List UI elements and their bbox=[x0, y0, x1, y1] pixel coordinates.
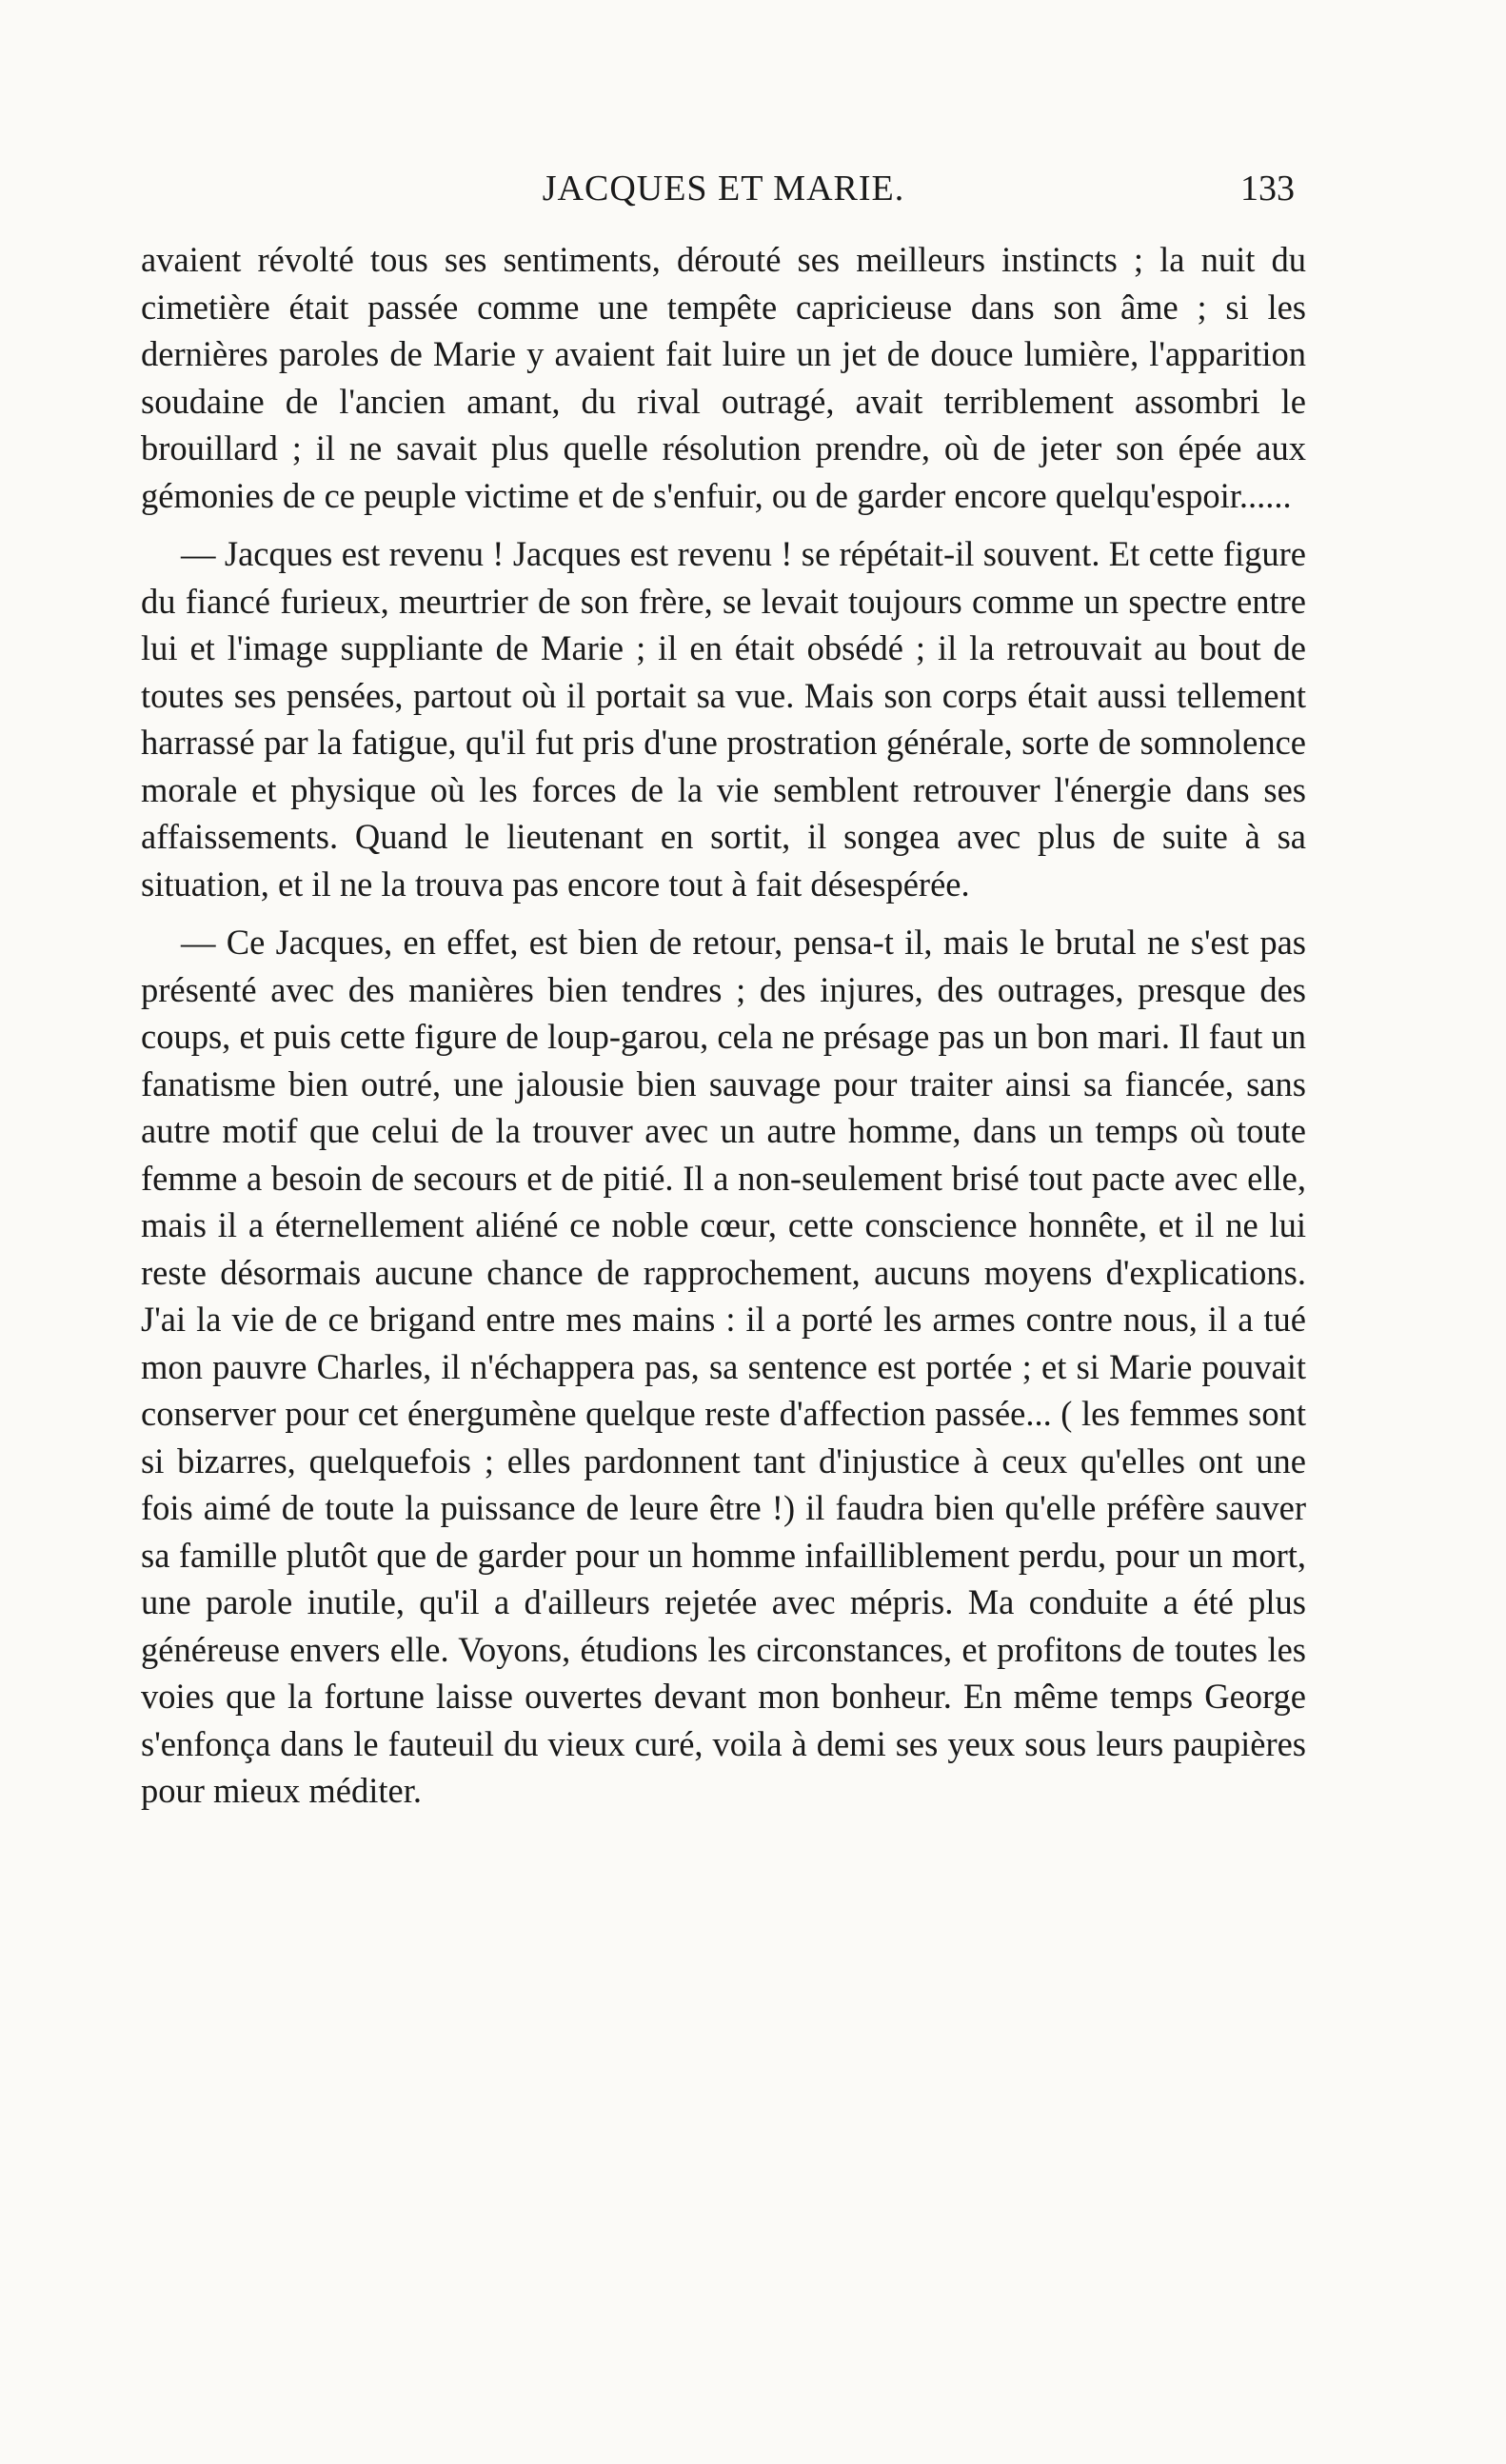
running-title: JACQUES ET MARIE. bbox=[542, 169, 905, 209]
running-head bbox=[143, 160, 1304, 217]
paragraph-2: — Jacques est revenu ! Jacques est revenu ! se répétait-il souvent. Et cette figure du fiancé furieux, meurtrier de son frère, se levait toujours comme un spectre entre lui et l'image suppliante de Marie ; il en était obsédé ; il la retrouvait au bout de toutes ses pensées, partout où il portait sa vue. Mais son corps était aussi tellement harrassé par la fatigue, qu'il fut pris d'une prostration générale, sorte de somnolence morale et physique où les forces de la vie semblent retrouver l'énergie dans ses affaissements. Quand le lieutenant en sortit, il songea avec plus de suite à sa situation, et il ne la trouva pas encore tout à fait désespérée. bbox=[141, 534, 1306, 904]
paragraph-3: — Ce Jacques, en effet, est bien de retour, pensa-t il, mais le brutal ne s'est pas présenté avec des manières bien tendres ; des injures, des outrages, presque des coups, et puis cette figure de loup-garou, cela ne présage pas un bon mari. Il faut un fanatisme bien outré, une jalousie bien sauvage pour traiter ainsi sa fiancée, sans autre motif que celui de la trouver avec un autre homme, dans un temps où toute femme a besoin de secours et de pitié. Il a non-seulement brisé tout pacte avec elle, mais il a éternellement aliéné ce noble cœur, cette conscience honnête, et il ne lui reste désormais aucune chance de rapprochement, aucuns moyens d'explications. J'ai la vie de ce brigand entre mes mains : il a porté les armes contre nous, il a tué mon pauvre Charles, il n'échappera pas, sa sentence est portée ; et si Marie pouvait conserver pour cet énergumène quelque reste d'affection passée... ( les femmes sont si bizarres, quelquefois ; elles pardonnent tant d'injustice à ceux qu'elles ont une fois aimé de toute la puissance de leure être !) il faudra bien qu'elle préfère sauver sa famille plutôt que de garder pour un homme infailliblement perdu, pour un mort, une parole inutile, qu'il a d'ailleurs rejetée avec mépris. Ma conduite a été plus généreuse envers elle. Voyons, étudions les circonstances, et profitons de toutes les voies que la fortune laisse ouvertes devant mon bonheur. En même temps George s'enfonça dans le fauteuil du vieux curé, voila à demi ses yeux sous leurs paupières pour mieux méditer. bbox=[141, 923, 1306, 1810]
paragraph-1: avaient révolté tous ses sentiments, dérouté ses meilleurs instincts ; la nuit du cimetière était passée comme une tempête capricieuse dans son âme ; si les dernières paroles de Marie y avaient fait luire un jet de douce lumière, l'apparition soudaine de l'ancien amant, du rival outragé, avait terriblement assombri le brouillard ; il ne savait plus quelle résolution prendre, où de jeter son épée aux gémonies de ce peuple victime et de s'enfuir, ou de garder encore quelqu'espoir...... bbox=[141, 240, 1306, 515]
page-number: 133 bbox=[1240, 169, 1295, 209]
body-text bbox=[141, 236, 1306, 1815]
